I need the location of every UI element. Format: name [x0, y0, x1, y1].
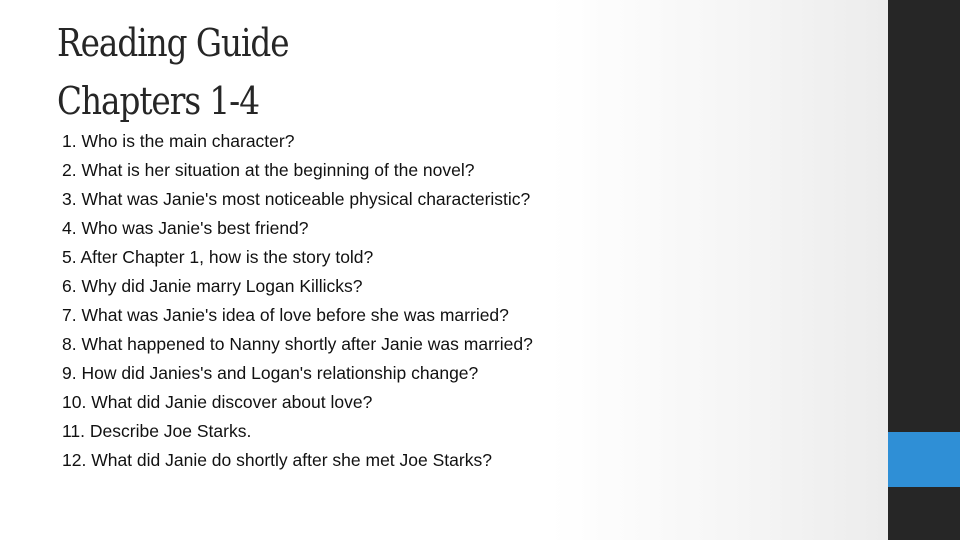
question-item-2: 2. What is her situation at the beginning of the novel?	[62, 160, 475, 180]
question-list	[62, 127, 533, 475]
question-item-8: 8. What happened to Nanny shortly after Janie was married?	[62, 334, 533, 354]
question-item-9: 9. How did Janies's and Logan's relationship change?	[62, 363, 479, 383]
slide-title	[57, 14, 289, 130]
question-item-12: 12. What did Janie do shortly after she met Joe Starks?	[62, 450, 492, 470]
question-item-6: 6. Why did Janie marry Logan Killicks?	[62, 276, 363, 296]
sidebar-accent-block	[888, 432, 960, 487]
question-item-7: 7. What was Janie's idea of love before she was married?	[62, 305, 509, 325]
question-item-4: 4. Who was Janie's best friend?	[62, 218, 309, 238]
question-item-5: 5. After Chapter 1, how is the story told?	[62, 247, 374, 267]
question-item-1: 1. Who is the main character?	[62, 131, 295, 151]
question-item-11: 11. Describe Joe Starks.	[62, 421, 252, 441]
question-item-10: 10. What did Janie discover about love?	[62, 392, 373, 412]
question-item-3: 3. What was Janie's most noticeable physical characteristic?	[62, 189, 531, 209]
slide-title-line-2: Chapters 1-4	[57, 79, 259, 123]
slide-title-line-1: Reading Guide	[57, 21, 289, 65]
